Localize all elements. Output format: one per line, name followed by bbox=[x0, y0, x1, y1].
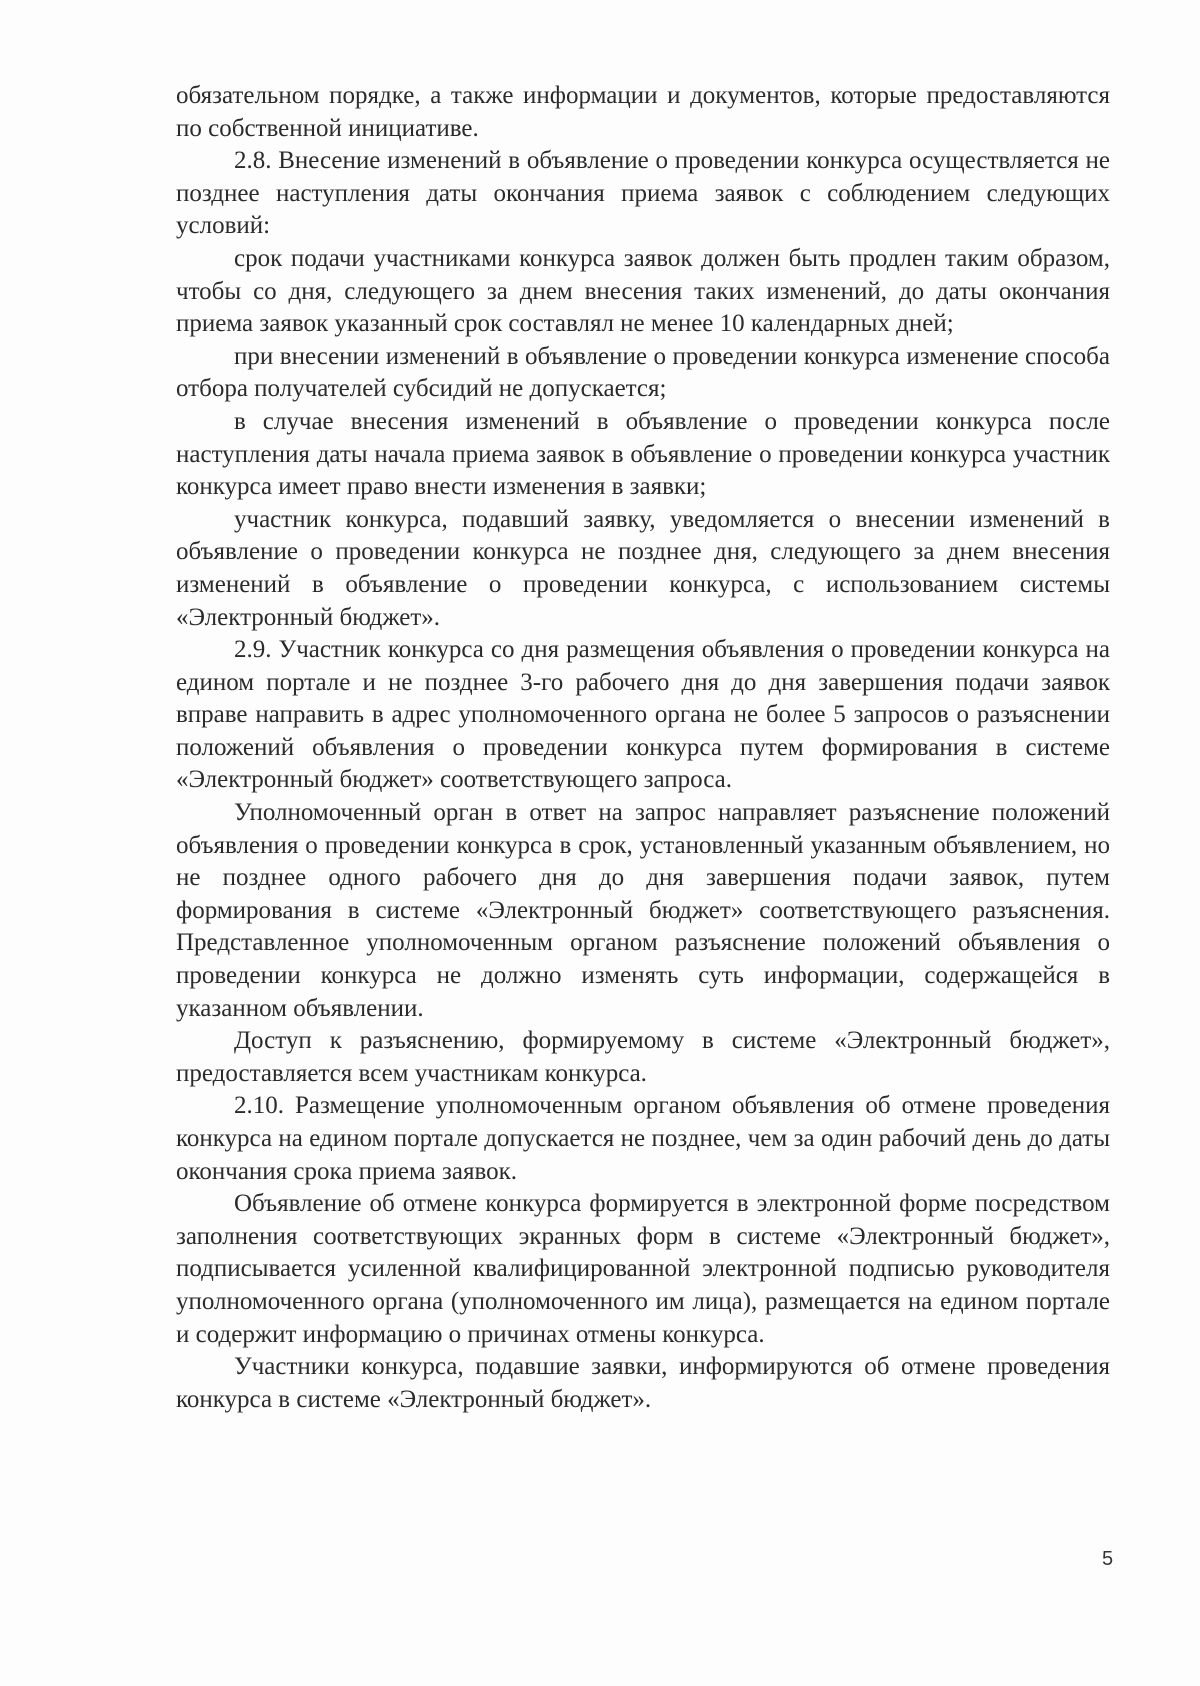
paragraph-cancellation-notice: Объявление об отмене конкурса формируется в электронной форме посредством заполнения соответствующих экранных форм в системе «Электронный бюджет», подписывается усиленной квалифицированной электронной подписью руководителя уполномоченного органа (уполномоченного им лица), размещается на едином портале и содержит информацию о причинах отмены конкурса. bbox=[176, 1190, 1110, 1348]
page-number: 5 bbox=[1102, 1548, 1114, 1570]
paragraph-2-8: 2.8. Внесение изменений в объявление о проведении конкурса осуществляется не позднее наступления даты окончания приема заявок с соблюдением следующих условий: bbox=[176, 147, 1110, 240]
paragraph-deadline-extension: срок подачи участниками конкурса заявок должен быть продлен таким образом, чтобы со дня, следующего за днем внесения таких изменений, до даты окончания приема заявок указанный срок составлял не менее 10 календарных дней; bbox=[176, 244, 1110, 338]
paragraph-2-10: 2.10. Размещение уполномоченным органом объявления об отмене проведения конкурса на едином портале допускается не позднее, чем за один рабочий день до даты окончания срока приема заявок. bbox=[176, 1092, 1110, 1185]
document-body bbox=[176, 80, 1110, 1416]
paragraph-clarification: Уполномоченный орган в ответ на запрос направляет разъяснение положений объявления о проведении конкурса в срок, установленный указанным объявлением, но не позднее одного рабочего дня до дня завершения подачи заявок, путем формирования в системе «Электронный бюджет» соответствующего разъяснения. Представленное уполномоченным органом разъяснение положений объявления о проведении конкурса не должно изменять суть информации, содержащейся в указанном объявлении. bbox=[176, 799, 1110, 1022]
paragraph-clarification-access: Доступ к разъяснению, формируемому в системе «Электронный бюджет», предоставляется всем участникам конкурса. bbox=[176, 1027, 1110, 1087]
paragraph-continuation: обязательном порядке, а также информации и документов, которые предоставляются по собственной инициативе. bbox=[176, 82, 1110, 142]
paragraph-selection-method: при внесении изменений в объявление о проведении конкурса изменение способа отбора получателей субсидий не допускается; bbox=[176, 342, 1110, 403]
paragraph-application-changes: в случае внесения изменений в объявление о проведении конкурса после наступления даты начала приема заявок в объявление о проведении конкурса участник конкурса имеет право внести изменения в заявки; bbox=[176, 407, 1110, 501]
paragraph-2-9: 2.9. Участник конкурса со дня размещения объявления о проведении конкурса на едином портале и не позднее 3-го рабочего дня до дня завершения подачи заявок вправе направить в адрес уполномоченного органа не более 5 запросов о разъяснении положений объявления о проведении конкурса путем формирования в системе «Электронный бюджет» соответствующего запроса. bbox=[176, 636, 1110, 794]
paragraph-participants-informed: Участники конкурса, подавшие заявки, информируются об отмене проведения конкурса в системе «Электронный бюджет». bbox=[176, 1353, 1110, 1413]
paragraph-participant-notice: участник конкурса, подавший заявку, уведомляется о внесении изменений в объявление о проведении конкурса не позднее дня, следующего за днем внесения изменений в объявление о проведении конкурса, с использованием системы «Электронный бюджет». bbox=[176, 505, 1110, 631]
